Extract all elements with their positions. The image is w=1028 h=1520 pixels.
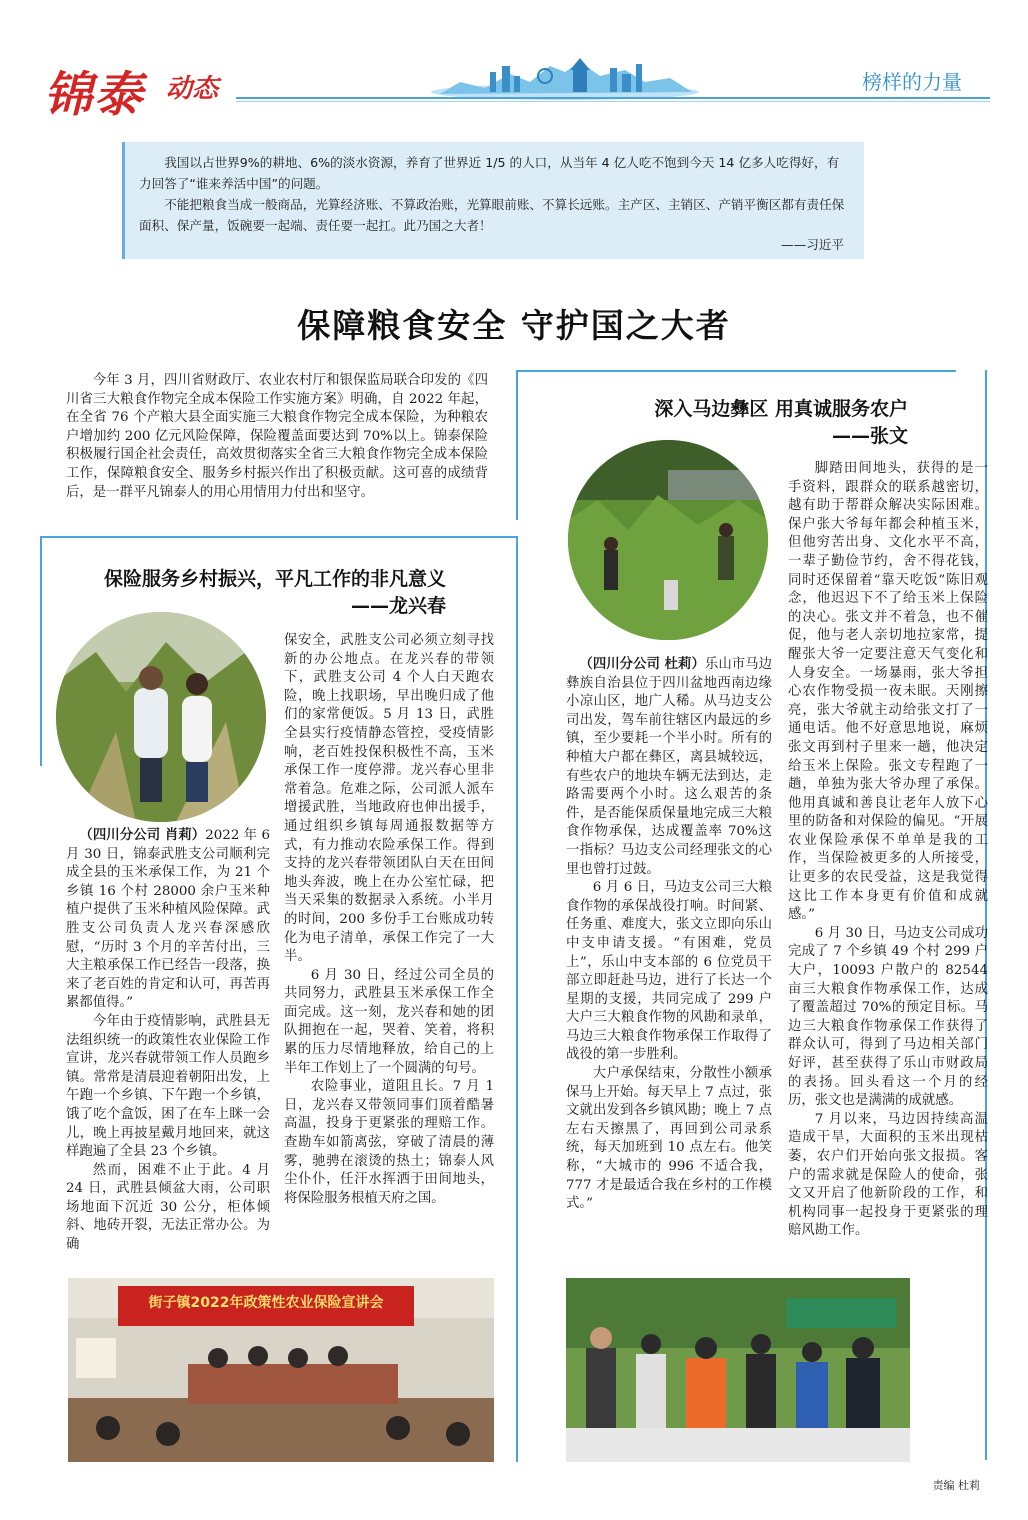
- right-story-photo: [568, 440, 768, 640]
- left-story-lead: [66, 826, 270, 1013]
- intro-paragraph: 今年 3 月，四川省财政厅、农业农村厅和银保监局联合印发的《四川省三大粮食作物完全成本保险工作实施方案》明确，自 2022 年起，在全省 76 个产粮大县全面实施三大粮食作物完全成本保险，为种粮农户增加约 200 亿元风险保障，保险覆盖面要达到 70%以上。锦泰保险积极履行国企社会责任，高效贯彻落实全省三大粮食作物完全成本保险工作，保障粮食安全、服务乡村振兴作出了积极贡献。这可喜的成绩背后，是一群平凡锦泰人的用心用情用力付出和坚守。: [66, 373, 488, 500]
- right-story-lead-text: 乐山市马边彝族自治县位于四川盆地西南边缘小凉山区，地广人稀。从马边支公司出发，驾车前往辖区内最远的乡镇，至少要耗一个半小时。所有的种植大户都在彝区，离县城较远，有些农户的地块车辆无法到达，走路需要两个小时。这么艰苦的条件，是否能保质保量地完成三大粮食作物承保，达成覆盖率 70%这一指标？马边支公司经理张文的心里也曾打过鼓。: [566, 657, 772, 877]
- right-story-lead: [566, 655, 772, 879]
- left-story-person: ——龙兴春: [350, 595, 446, 617]
- frame-rule-left: [40, 536, 42, 766]
- brand-logo: 锦泰: [44, 67, 145, 123]
- right-story-column-1: [566, 655, 772, 1214]
- left-story-title: 保险服务乡村振兴，平凡工作的非凡意义: [103, 568, 446, 590]
- intro-column: [66, 372, 488, 502]
- page-title: 保障粮食安全 守护国之大者: [297, 306, 731, 345]
- left-story-byline: （四川分公司 肖莉）: [79, 827, 206, 843]
- left-story-paragraph-6: 农险事业，道阻且长。7 月 1 日，龙兴春又带领同事们顶着酷暑高温，投身于更紧张的理赔工作。查勘车如箭离弦，穿破了清晨的薄雾，驰骋在滚烫的热土；锦泰人风尘仆仆，任汗水挥洒于田间地头，将保险服务根植天府之国。: [284, 1079, 494, 1206]
- left-story-meeting-photo: [68, 1278, 494, 1462]
- right-story-paragraph-6: 7 月以来，马边因持续高温造成干旱，大面积的玉米出现枯萎，农户们开始向张文报损。客户的需求就是保险人的使命，张文又开启了他新阶段的工作，和机构同事一起投身于更紧张的理赔风勘工作。: [788, 1111, 988, 1239]
- left-story-paragraph-2: 今年由于疫情影响，武胜县无法组织统一的政策性农业保险工作宣讲，龙兴春就带领工作人员跑乡镇。常常是清晨迎着朝阳出发，上午跑一个乡镇、下午跑一个乡镇，饿了吃个盒饭，困了在车上眯一会儿，晚上再披星戴月地回来，就这样跑遍了全县 23 个乡镇。: [66, 1013, 270, 1160]
- right-story-paragraph-3: 大户承保结束，分散性小额承保马上开始。每天早上 7 点过，张文就出发到各乡镇风勘；晚上 7 点左右天擦黑了，再回到公司录系统，每天加班到 10 点左右。他笑称，“大城市的 996 不适合我，777 才是最适合我在乡村的工作模式。”: [566, 1066, 772, 1212]
- left-story-lead-text: 2022 年 6 月 30 日，锦泰武胜支公司顺利完成全县的玉米承保工作，为 21 个乡镇 16 个村 28000 余户玉米种植户提供了玉米种植风险保障。武胜支公司负责人龙兴春深感欣慰，“历时 3 个月的辛苦付出，三大主粮承保工作已经告一段落，换来了老百姓的肯定和认可，再苦再累都值得。”: [66, 828, 270, 1011]
- quote-box: [122, 142, 864, 259]
- brand-logo-sub: 动态: [166, 74, 219, 104]
- frame-rule-mid: [40, 536, 518, 538]
- section-name: 榜样的力量: [862, 70, 962, 94]
- masthead: [0, 0, 1028, 123]
- right-story-byline: （四川分公司 杜莉）: [579, 656, 705, 672]
- right-story-person: ——张文: [831, 425, 908, 447]
- quote-paragraph-1: 我国以占世界9%的耕地、6%的淡水资源，养育了世界近 1/5 的人口，从当年 4 亿人吃不饱到今天 14 亿多人吃得好，有力回答了“谁来养活中国”的问题。: [139, 155, 840, 191]
- left-story-headline: [50, 566, 446, 620]
- right-story-headline: [536, 396, 908, 450]
- left-story-paragraph-3: 然而，困难不止于此。4 月 24 日，武胜县倾盆大雨，公司职场地面下沉近 30 公分，柜体倾斜、地砖开裂，无法正常办公。为确: [66, 1162, 270, 1253]
- masthead-rule: [236, 97, 990, 99]
- quote-paragraph-2: 不能把粮食当成一般商品，光算经济账、不算政治账，光算眼前账、不算长远账。主产区、主销区、产销平衡区都有责任保面积、保产量，饭碗要一起端、责任要一起扛。此乃国之大者！: [139, 197, 845, 233]
- frame-rule-top: [516, 370, 956, 372]
- frame-rule-center: [516, 536, 518, 1462]
- left-story-paragraph-5: 6 月 30 日，经过公司全员的共同努力，武胜县玉米承保工作全面完成。这一刻，龙兴春和她的团队拥抱在一起，哭着、笑着，将积累的压力尽情地释放，给自己的上半年工作划上了一个圆满的句号。: [284, 967, 494, 1076]
- frame-rule-right-top: [516, 370, 518, 520]
- right-story-field-photo: [566, 1278, 910, 1462]
- left-story-column-1: [66, 826, 270, 1255]
- editor-credit: 责编 杜莉: [932, 1479, 980, 1492]
- right-story-paragraph-4: 脚踏田间地头，获得的是一手资料，跟群众的联系越密切，越有助于帮群众解决实际困难。保户张大爷每年都会种植玉米，但他穷苦出身、文化水平不高，一辈子勤俭节约，舍不得花钱，同时还保留着“靠天吃饭”陈旧观念，他迟迟下不了给玉米上保险的决心。张文并不着急，也不催促，他与老人亲切地拉家常，提醒张大爷一定要注意天气变化和人身安全。一场暴雨，张大爷担心农作物受损一夜未眠。天刚擦亮，张大爷就主动给张文打了一通电话。他不好意思地说，麻烦张文再到村子里来一趟，他决定给玉米上保险。张文专程跑了一趟，单独为张大爷办理了承保。他用真诚和善良让老年人放下心里的防备和对保险的偏见。“开展农业保险承保不单单是我的工作，当保险被更多的人所接受，让更多的农民受益，这是我觉得这比工作本身更有价值和成就感。”: [788, 461, 988, 923]
- right-story-title: 深入马边彝区 用真诚服务农户: [654, 398, 908, 420]
- right-story-paragraph-2: 6 月 6 日，马边支公司三大粮食作物的承保战役打响。时间紧、任务重、难度大，张文立即向乐山中支申请支援。“有困难，党员上”，乐山中支本部的 6 位党员干部立即赶赴马边，进行了长达一个星期的支援，共同完成了 299 户大户三大粮食作物的风勘和录单，马边三大粮食作物承保工作取得了战役的第一步胜利。: [566, 880, 772, 1063]
- quote-signature: ——习近平: [781, 237, 844, 252]
- left-story-column-2: [284, 632, 494, 1208]
- masthead-rule-thin: [236, 101, 990, 102]
- right-story-paragraph-5: 6 月 30 日，马边支公司成功完成了 7 个乡镇 49 个村 299 户大户，10093 户散户的 82544 亩三大粮食作物承保工作，达成了覆盖超过 70%的预定目标。马边三大粮食作物承保工作获得了群众认可，得到了马边相关部门好评，甚至获得了乐山市财政局的表扬。回头看这一个月的经历，张文也是满满的成就感。: [788, 925, 988, 1109]
- left-story-paragraph-4: 保安全，武胜支公司必须立刻寻找新的办公地点。在龙兴春的带领下，武胜支公司 4 个人白天跑农险，晚上找职场，早出晚归成了他们的家常便饭。5 月 13 日，武胜全县实行疫情静态管控，受疫情影响，老百姓投保积极性不高，玉米承保工作一度停滞。龙兴春心里非常着急。危难之际，公司派人派车增援武胜，当地政府也伸出援手，通过组织乡镇每周通报数据等方式，有力推动农险承保工作。得到支持的龙兴春带领团队白天在田间地头奔波，晚上在办公室忙碌，把当天采集的数据录入系统。小半月的时间，200 多份手工台账成功转化为电子清单，承保工作完了一大半。: [284, 633, 494, 965]
- meeting-banner-text: 街子镇2022年政策性农业保险宣讲会: [148, 1295, 384, 1311]
- right-story-column-2: [788, 460, 988, 1241]
- city-skyline-illustration: [430, 52, 700, 100]
- left-story-photo: [56, 612, 266, 822]
